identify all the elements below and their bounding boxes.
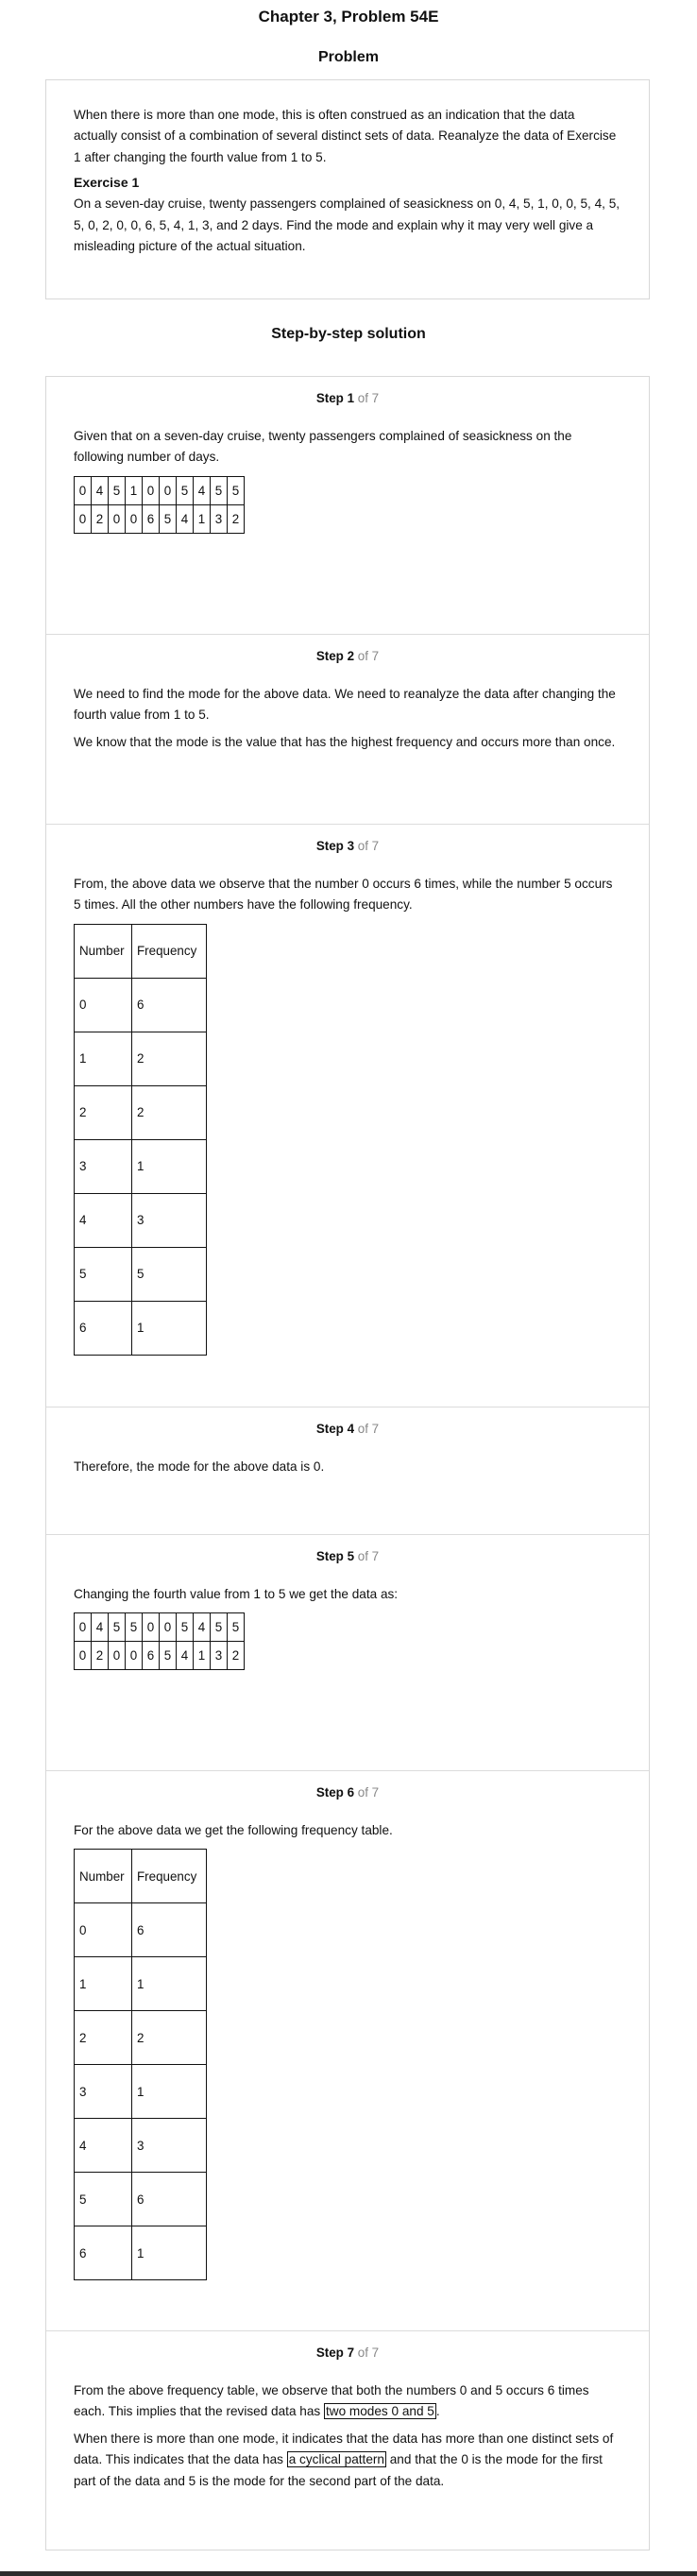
table-cell: 2: [92, 1642, 109, 1670]
step-7: [46, 2330, 649, 2550]
problem-card: [45, 79, 650, 299]
step-header: Step 1 of 7: [315, 391, 380, 405]
table-row: [75, 2011, 207, 2065]
boxed-answer: two modes 0 and 5: [325, 2404, 434, 2419]
frequency-table: [74, 1849, 207, 2280]
table-cell: 5: [109, 476, 126, 504]
table-cell: 0: [109, 1642, 126, 1670]
table-header-row: [75, 924, 207, 978]
table-cell: 2: [75, 1085, 132, 1139]
table-row: [75, 1642, 245, 1670]
table-cell: 0: [109, 504, 126, 533]
table-cell: 3: [132, 1193, 207, 1247]
step-text: Changing the fourth value from 1 to 5 we get the data as:: [74, 1587, 399, 1601]
table-cell: 3: [132, 2119, 207, 2173]
table-cell: 4: [177, 504, 194, 533]
table-row: [75, 1247, 207, 1301]
step-6: [46, 1770, 649, 2330]
step-header: Step 4 of 7: [315, 1422, 380, 1436]
table-cell: 5: [177, 476, 194, 504]
table-cell: 1: [132, 1139, 207, 1193]
table-cell: 2: [228, 504, 245, 533]
table-cell: 0: [143, 1613, 160, 1642]
table-cell: 5: [75, 1247, 132, 1301]
table-cell: 4: [194, 476, 211, 504]
table-cell: 0: [126, 504, 143, 533]
table-row: [75, 1032, 207, 1085]
table-row: [75, 2065, 207, 2119]
table-cell: 1: [126, 476, 143, 504]
table-cell: 5: [228, 1613, 245, 1642]
table-cell: 4: [177, 1642, 194, 1670]
table-cell: 0: [143, 476, 160, 504]
table-cell: 5: [211, 1613, 228, 1642]
step-header: Step 7 of 7: [315, 2346, 380, 2360]
step-header: Step 2 of 7: [315, 649, 380, 663]
table-cell: 4: [92, 1613, 109, 1642]
frequency-table: [74, 924, 207, 1356]
column-header: Number: [75, 1850, 132, 1903]
table-row: [75, 1957, 207, 2011]
table-cell: 2: [92, 504, 109, 533]
table-cell: 5: [211, 476, 228, 504]
page-title: Chapter 3, Problem 54E: [258, 8, 439, 26]
table-row: [75, 2119, 207, 2173]
data-sequence-table: [74, 476, 245, 534]
problem-heading: Problem: [317, 49, 379, 65]
table-cell: 5: [75, 2173, 132, 2226]
step-header: Step 6 of 7: [315, 1785, 380, 1800]
step-text: For the above data we get the following frequency table.: [74, 1823, 393, 1837]
column-header: Frequency: [132, 1850, 207, 1903]
table-cell: 0: [75, 1903, 132, 1957]
table-cell: 1: [132, 1301, 207, 1355]
table-cell: 1: [194, 504, 211, 533]
table-row: [75, 1085, 207, 1139]
table-row: [75, 1613, 245, 1642]
step-text: Therefore, the mode for the above data is 0.: [74, 1459, 325, 1474]
table-cell: 3: [211, 504, 228, 533]
table-row: [75, 978, 207, 1032]
table-cell: 5: [160, 1642, 177, 1670]
step-text: From, the above data we observe that the number 0 occurs 6 times, while the number 5 occurs 5 times. All the other numbers have the following frequency.: [74, 877, 613, 913]
table-cell: 6: [75, 1301, 132, 1355]
table-cell: 4: [194, 1613, 211, 1642]
data-sequence-table: [74, 1612, 245, 1670]
table-cell: 0: [126, 1642, 143, 1670]
table-row: [75, 504, 245, 533]
table-cell: 4: [75, 1193, 132, 1247]
table-cell: 5: [109, 1613, 126, 1642]
problem-text: When there is more than one mode, this is often construed as an indication that the data actually consist of a combination of several distinct sets of data. Reanalyze the data of Exercise 1 after changing the fourth value from 1 to 5.: [74, 108, 617, 164]
table-row: [75, 1903, 207, 1957]
table-cell: 1: [75, 1032, 132, 1085]
step-1: [46, 377, 649, 634]
table-cell: 6: [143, 504, 160, 533]
step-header: Step 3 of 7: [315, 839, 380, 853]
table-cell: 6: [132, 2173, 207, 2226]
table-row: [75, 476, 245, 504]
step-2: [46, 634, 649, 824]
step-5: [46, 1534, 649, 1770]
table-cell: 0: [75, 978, 132, 1032]
table-cell: 2: [228, 1642, 245, 1670]
table-cell: 0: [75, 1642, 92, 1670]
table-cell: 1: [132, 2226, 207, 2280]
table-cell: 6: [143, 1642, 160, 1670]
table-cell: 0: [160, 1613, 177, 1642]
table-cell: 5: [126, 1613, 143, 1642]
table-cell: 3: [211, 1642, 228, 1670]
table-cell: 5: [177, 1613, 194, 1642]
exercise-heading: Exercise 1: [74, 175, 140, 191]
step-text: From the above frequency table, we observe that both the numbers 0 and 5 occurs 6 times each. This implies that the revised data has two modes 0 and 5 .: [74, 2383, 589, 2419]
table-cell: 3: [75, 2065, 132, 2119]
solution-heading: Step-by-step solution: [271, 326, 426, 342]
table-cell: 2: [75, 2011, 132, 2065]
table-cell: 0: [160, 476, 177, 504]
table-row: [75, 1301, 207, 1355]
step-header: Step 5 of 7: [315, 1549, 380, 1563]
column-header: Number: [75, 924, 132, 978]
table-cell: 5: [228, 476, 245, 504]
table-row: [75, 1193, 207, 1247]
table-cell: 6: [132, 978, 207, 1032]
step-4: [46, 1407, 649, 1534]
table-cell: 5: [132, 1247, 207, 1301]
bottom-border: [0, 2571, 697, 2576]
table-cell: 3: [75, 1139, 132, 1193]
step-3: [46, 824, 649, 1407]
table-cell: 1: [132, 2065, 207, 2119]
table-cell: 6: [132, 1903, 207, 1957]
table-cell: 2: [132, 1032, 207, 1085]
table-header-row: [75, 1850, 207, 1903]
table-cell: 6: [75, 2226, 132, 2280]
step-text: We need to find the mode for the above data. We need to reanalyze the data after changing the fourth value from 1 to 5.: [74, 687, 616, 723]
table-cell: 0: [75, 476, 92, 504]
step-text: Given that on a seven-day cruise, twenty passengers complained of seasickness on the following number of days.: [74, 429, 572, 465]
table-cell: 4: [75, 2119, 132, 2173]
table-cell: 1: [75, 1957, 132, 2011]
table-cell: 4: [92, 476, 109, 504]
steps-card: [45, 376, 650, 2550]
exercise-text: On a seven-day cruise, twenty passengers complained of seasickness on 0, 4, 5, 1, 0, 0, 5, 4, 5, 5, 0, 2, 0, 0, 6, 5, 4, 1, 3, and 2 days. Find the mode and explain why it may very well give a misleading picture of the actual situation.: [74, 196, 620, 254]
table-cell: 0: [75, 1613, 92, 1642]
table-cell: 1: [194, 1642, 211, 1670]
table-row: [75, 2173, 207, 2226]
table-cell: 5: [160, 504, 177, 533]
boxed-answer: a cyclical pattern: [288, 2452, 384, 2467]
table-cell: 1: [132, 1957, 207, 2011]
table-cell: 0: [75, 504, 92, 533]
table-row: [75, 2226, 207, 2280]
step-text: When there is more than one mode, it indicates that the data has more than one distinct sets of data. This indicates that the data has a cyclical pattern and that the 0 is the mode for the first part of the data and 5 is the mode for the second part of the data.: [74, 2431, 614, 2488]
step-text: We know that the mode is the value that has the highest frequency and occurs more than once.: [74, 734, 616, 749]
column-header: Frequency: [132, 924, 207, 978]
table-cell: 2: [132, 1085, 207, 1139]
table-row: [75, 1139, 207, 1193]
table-cell: 2: [132, 2011, 207, 2065]
